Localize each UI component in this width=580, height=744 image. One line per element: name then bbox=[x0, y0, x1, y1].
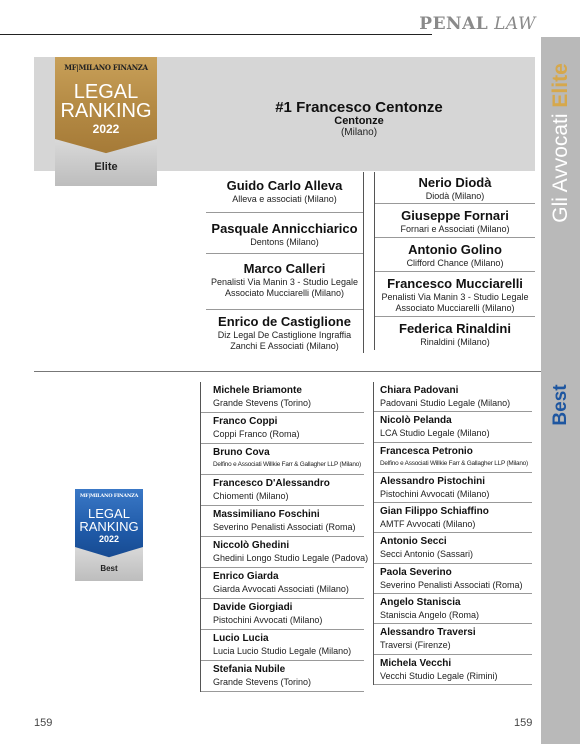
sidebar-best-word: Best bbox=[549, 384, 571, 426]
lawyer-name: Francesca Petronio bbox=[380, 445, 473, 457]
lawyer-name: Massimiliano Foschini bbox=[213, 509, 320, 520]
list-item bbox=[201, 568, 364, 599]
list-item bbox=[206, 213, 363, 254]
list-item bbox=[374, 624, 532, 654]
lawyer-firm: Vecchi Studio Legale (Rimini) bbox=[380, 670, 498, 681]
badge-logo: MF|MILANO FINANZA bbox=[64, 63, 148, 72]
badge-category: Elite bbox=[94, 161, 118, 173]
lawyer-firm: Fornari e Associati (Milano) bbox=[400, 224, 510, 234]
list-item bbox=[201, 537, 369, 568]
lawyer-name: Enrico Giarda bbox=[213, 571, 279, 582]
lawyer-firm: LCA Studio Legale (Milano) bbox=[380, 428, 490, 439]
lawyer-name: Franco Coppi bbox=[213, 416, 278, 427]
lawyer-firm: Chiomenti (Milano) bbox=[213, 491, 289, 501]
lawyer-name: Chiara Padovani bbox=[380, 385, 459, 396]
list-item bbox=[375, 204, 535, 238]
badge-category: Best bbox=[100, 564, 118, 573]
list-item bbox=[374, 594, 532, 624]
section-title-bold: PENAL bbox=[419, 14, 489, 34]
lawyer-name: Angelo Staniscia bbox=[380, 597, 461, 609]
list-item bbox=[374, 503, 532, 533]
lawyer-name: Nicolò Pelanda bbox=[380, 415, 452, 427]
lawyer-name: Michela Vecchi bbox=[380, 657, 452, 669]
list-item bbox=[201, 444, 364, 475]
list-item bbox=[201, 599, 364, 630]
lawyer-firm: Pistochini Avvocati (Milano) bbox=[380, 488, 490, 499]
elite-list-right bbox=[374, 172, 535, 350]
header-rule bbox=[0, 34, 432, 35]
lawyer-name: Francesco D'Alessandro bbox=[213, 478, 330, 489]
lawyer-firm: Diodà (Milano) bbox=[425, 191, 485, 201]
lawyer-name: Stefania Nubile bbox=[213, 664, 286, 675]
lawyer-firm: Diz Legal De Castiglione Ingraffia Zanchi E Associati (Milano) bbox=[217, 330, 352, 351]
list-item bbox=[201, 661, 364, 692]
list-item bbox=[201, 382, 364, 413]
list-item bbox=[201, 413, 364, 444]
lawyer-name: Alessandro Pistochini bbox=[380, 475, 486, 487]
lawyer-firm: AMTF Avvocati (Milano) bbox=[380, 519, 476, 530]
lawyer-firm: Severino Penalisti Associati (Roma) bbox=[213, 522, 356, 532]
lawyer-firm: Alleva e associati (Milano) bbox=[232, 194, 337, 204]
list-item bbox=[201, 475, 364, 506]
badge-year: 2022 bbox=[92, 122, 120, 136]
page-number-right: 159 bbox=[514, 717, 533, 729]
lawyer-firm: Grande Stevens (Torino) bbox=[213, 677, 312, 687]
lawyer-firm: Delfino e Associati Willkie Farr & Gallagher LLP (Milano) bbox=[213, 461, 361, 468]
best-list-left bbox=[200, 382, 369, 692]
list-item bbox=[374, 473, 532, 503]
list-item bbox=[375, 272, 535, 317]
lawyer-name: Davide Giorgiadi bbox=[213, 602, 293, 613]
lawyer-name: Antonio Secci bbox=[380, 536, 447, 548]
list-item bbox=[374, 564, 532, 594]
sidebar-elite-label bbox=[541, 52, 580, 234]
list-item bbox=[201, 630, 364, 661]
lawyer-name: Niccolò Ghedini bbox=[213, 540, 290, 551]
lawyer-name: Lucio Lucia bbox=[213, 633, 269, 644]
list-item bbox=[201, 506, 364, 537]
list-item bbox=[374, 382, 532, 412]
lawyer-firm: Padovani Studio Legale (Milano) bbox=[380, 398, 511, 408]
lawyer-firm: Penalisti Via Manin 3 - Studio Legale Associato Mucciarelli (Milano) bbox=[211, 277, 358, 298]
list-item bbox=[375, 238, 535, 272]
lawyer-name: Francesco Mucciarelli bbox=[387, 276, 523, 291]
list-item bbox=[206, 310, 363, 353]
list-item bbox=[206, 172, 363, 213]
section-title bbox=[419, 14, 536, 34]
lawyer-firm: Giarda Avvocati Associati (Milano) bbox=[213, 584, 349, 594]
lawyer-firm: Traversi (Firenze) bbox=[380, 640, 451, 651]
lawyer-firm: Grande Stevens (Torino) bbox=[213, 398, 312, 408]
list-item bbox=[374, 412, 532, 442]
sidebar-elite-prefix: Gli Avvocati bbox=[548, 107, 572, 223]
lawyer-name: Antonio Golino bbox=[408, 242, 502, 257]
section-divider bbox=[34, 371, 541, 372]
elite-list-left bbox=[206, 172, 364, 353]
lawyer-firm: Secci Antonio (Sassari) bbox=[380, 549, 474, 560]
lawyer-firm: Delfino e Associati Willkie Farr & Gallagher LLP (Milano) bbox=[380, 459, 528, 467]
top-lawyer-firm: Centonze bbox=[334, 115, 384, 127]
lawyer-name: Marco Calleri bbox=[243, 261, 326, 276]
top-ranked-lawyer bbox=[214, 99, 504, 138]
lawyer-firm: Dentons (Milano) bbox=[250, 237, 319, 247]
top-lawyer-name: #1 Francesco Centonze bbox=[275, 99, 443, 116]
legal-ranking-best-badge bbox=[75, 489, 143, 581]
lawyer-firm: Lucia Lucio Studio Legale (Milano) bbox=[213, 646, 352, 656]
badge-year: 2022 bbox=[98, 534, 120, 544]
lawyer-firm: Rinaldini (Milano) bbox=[420, 337, 490, 347]
legal-ranking-elite-badge bbox=[55, 57, 157, 186]
badge-ranking-text: RANKING bbox=[60, 100, 152, 122]
lawyer-name: Paola Severino bbox=[380, 566, 452, 578]
badge-ranking-text: RANKING bbox=[79, 519, 139, 534]
lawyer-firm: Penalisti Via Manin 3 - Studio Legale Associato Mucciarelli (Milano) bbox=[381, 292, 529, 313]
lawyer-name: Pasquale Annicchiarico bbox=[211, 221, 358, 236]
top-lawyer-city: (Milano) bbox=[340, 127, 378, 138]
lawyer-name: Giuseppe Fornari bbox=[401, 208, 509, 223]
lawyer-name: Bruno Cova bbox=[213, 447, 270, 458]
list-item bbox=[375, 172, 535, 204]
badge-legal-text: LEGAL bbox=[73, 81, 139, 103]
lawyer-firm: Coppi Franco (Roma) bbox=[213, 429, 300, 439]
best-list-right bbox=[373, 382, 532, 685]
sidebar-best-label bbox=[541, 372, 580, 438]
lawyer-name: Michele Briamonte bbox=[213, 385, 302, 396]
list-item bbox=[375, 317, 535, 350]
lawyer-name: Alessandro Traversi bbox=[380, 627, 476, 639]
lawyer-firm: Staniscia Angelo (Roma) bbox=[380, 610, 480, 621]
badge-logo: MF|MILANO FINANZA bbox=[79, 493, 139, 499]
lawyer-firm: Ghedini Longo Studio Legale (Padova) bbox=[213, 553, 369, 563]
lawyer-firm: Severino Penalisti Associati (Roma) bbox=[380, 579, 523, 590]
sidebar-elite-word: Elite bbox=[548, 63, 572, 108]
lawyer-name: Federica Rinaldini bbox=[399, 321, 511, 336]
lawyer-firm: Clifford Chance (Milano) bbox=[406, 258, 504, 268]
page-number-left: 159 bbox=[34, 717, 53, 729]
lawyer-name: Guido Carlo Alleva bbox=[226, 178, 343, 193]
list-item bbox=[374, 443, 532, 473]
list-item bbox=[374, 533, 532, 563]
section-title-italic: LAW bbox=[494, 14, 536, 34]
list-item bbox=[374, 655, 532, 685]
badge-legal-text: LEGAL bbox=[88, 506, 130, 521]
lawyer-name: Gian Filippo Schiaffino bbox=[380, 506, 489, 518]
lawyer-name: Nerio Diodà bbox=[418, 175, 492, 190]
lawyer-firm: Pistochini Avvocati (Milano) bbox=[213, 615, 323, 625]
list-item bbox=[206, 254, 363, 310]
lawyer-name: Enrico de Castiglione bbox=[218, 314, 351, 329]
